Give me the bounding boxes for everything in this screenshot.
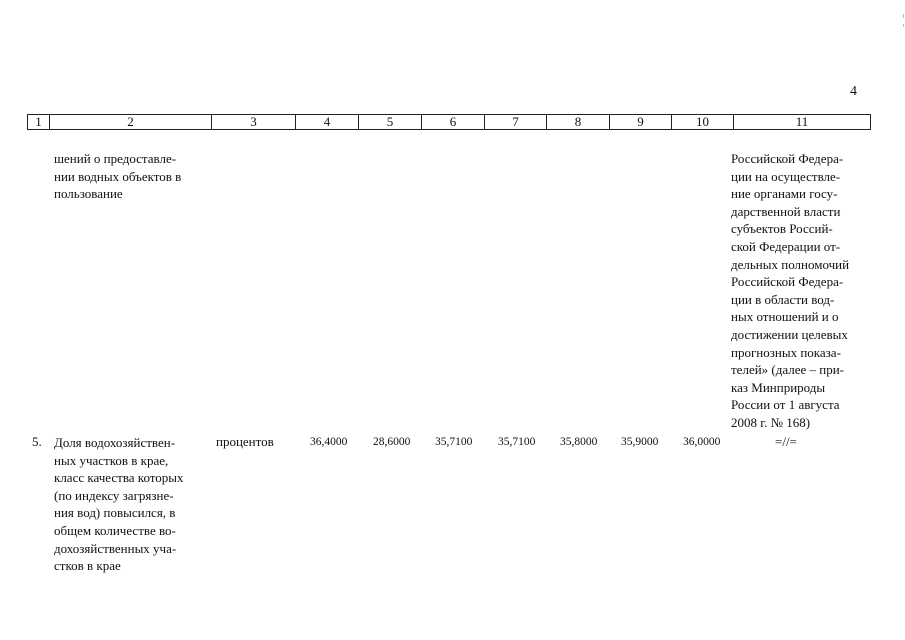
header-col-3: 3	[212, 115, 296, 129]
header-col-9: 9	[610, 115, 672, 129]
header-col-7: 7	[485, 115, 547, 129]
text-line: ния вод) повысился, в	[54, 505, 176, 521]
text-line: дельных полномочий	[731, 256, 850, 272]
text-line: ние органами госу-	[731, 186, 838, 202]
scan-speck	[903, 14, 904, 18]
row5-unit: процентов	[216, 434, 274, 449]
header-col-5: 5	[359, 115, 422, 129]
text-line: общем количестве во-	[54, 522, 176, 538]
text-line: Доля водохозяйствен-	[54, 435, 176, 450]
text-line: (по индексу загрязне-	[54, 487, 174, 503]
text-line: дохозяйственных уча-	[54, 540, 177, 556]
text-line: класс качества которых	[54, 470, 184, 486]
header-col-4: 4	[296, 115, 359, 129]
text-line: шений о предоставле-	[54, 151, 177, 166]
row5-ditto-mark: =//=	[775, 434, 797, 449]
prev-row-source-note	[731, 150, 870, 432]
text-line: телей» (далее – при-	[731, 362, 845, 378]
text-line: Российской Федера-	[731, 274, 844, 290]
text-line: ской Федерации от-	[731, 238, 841, 254]
row5-description	[54, 434, 208, 575]
row5-value-col6: 35,7100	[435, 436, 473, 448]
row5-value-col9: 35,9000	[621, 436, 659, 448]
text-line: нии водных объектов в	[54, 168, 182, 184]
row5-value-col8: 35,8000	[560, 436, 598, 448]
text-line: ции в области вод-	[731, 291, 835, 307]
prev-row-description	[54, 150, 208, 203]
text-line: дарственной власти	[731, 203, 841, 219]
text-line: ции на осуществле-	[731, 168, 841, 184]
text-line: субъектов Россий-	[731, 221, 833, 237]
header-col-8: 8	[547, 115, 610, 129]
header-col-6: 6	[422, 115, 485, 129]
scan-speck	[903, 24, 904, 27]
text-line: Российской Федера-	[731, 151, 844, 166]
header-col-11: 11	[795, 114, 809, 129]
text-line: каз Минприроды	[731, 379, 826, 395]
table-header-row	[27, 114, 871, 130]
text-line: ных отношений и о	[731, 309, 839, 325]
text-line: пользование	[54, 186, 123, 202]
text-line: достижении целевых	[731, 326, 848, 342]
text-line: России от 1 августа	[731, 397, 840, 413]
page-number: 4	[850, 84, 857, 99]
row5-value-col5: 28,6000	[373, 436, 411, 448]
text-line: стков в крае	[54, 558, 121, 574]
header-col-1: 1	[28, 115, 50, 129]
row5-value-col7: 35,7100	[498, 436, 536, 448]
row5-value-col10: 36,0000	[683, 436, 721, 448]
text-line: ных участков в крае,	[54, 452, 169, 468]
header-col-2: 2	[50, 115, 212, 129]
row5-value-col4: 36,4000	[310, 436, 348, 448]
text-line: 2008 г. № 168)	[731, 414, 811, 430]
row-number: 5.	[32, 434, 42, 449]
header-col-10: 10	[672, 115, 734, 129]
text-line: прогнозных показа-	[731, 344, 841, 360]
